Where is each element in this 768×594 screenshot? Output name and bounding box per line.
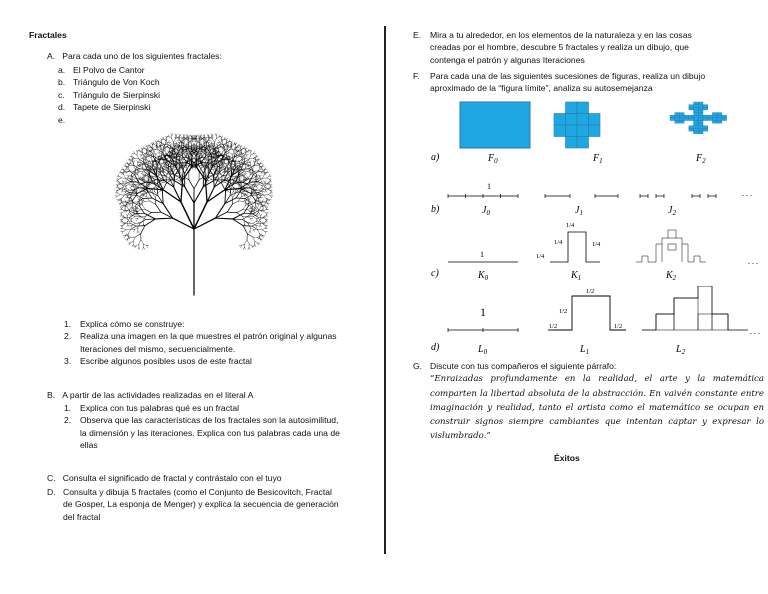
svg-text:1/4: 1/4: [536, 253, 545, 260]
list-item: 1. Explica con tus palabras qué es un fractal: [64, 403, 240, 413]
label-j0: $J_0$: [482, 205, 490, 217]
step-k2: [636, 230, 706, 262]
ellipsis: . . .: [742, 189, 752, 198]
figure-row-c: [430, 218, 760, 284]
quote: “Enraizadas profundamente en la realidad, el arte y la matemática comparten la libertad absoluta de la abstracción. En vaivén constante entre imaginación y realidad, tanto el artista como el matemático se ocupan en construir signos siempre cambiantes que intentan captar y expresar lo vislumbrado.”: [430, 374, 764, 442]
figure-row-b: [430, 178, 760, 222]
column-divider: [384, 26, 386, 554]
label-j1: $J_1$: [575, 205, 583, 217]
svg-text:1/4: 1/4: [592, 241, 601, 248]
ellipsis: . . .: [750, 327, 760, 336]
section-b-tasks: [64, 402, 382, 452]
label-l2: $L_2$: [676, 344, 686, 356]
cross-f2: [670, 102, 727, 134]
svg-text:1/2: 1/2: [586, 288, 595, 295]
section-e: E. Mira a tu alrededor, en los elementos de la naturaleza y en las cosas creadas por el hombre, descubre 5 fractales y realiza un dibujo, que contenga el patrón y algunas Iteraciones: [413, 30, 692, 65]
cross-f1: [554, 102, 600, 148]
label-f1: $F_1$: [593, 153, 603, 165]
label-k1: $K_1$: [571, 270, 582, 282]
right-column: [390, 0, 768, 594]
section-c: C. Consulta el significado de fractal y contrástalo con el tuyo: [47, 473, 282, 483]
label-f2: $F_2$: [696, 153, 706, 165]
label-k2: $K_2$: [666, 270, 677, 282]
row-a-label: a): [431, 152, 440, 163]
list-item: e.: [58, 114, 66, 125]
section-f: F. Para cada una de las siguientes sucesiones de figuras, realiza un dibujo aproximado de la “figura límite”, analiza su autosemejanza: [413, 71, 706, 94]
segment-j1: [545, 194, 618, 198]
svg-text:1/2: 1/2: [614, 323, 623, 330]
segment-label: 1: [487, 182, 491, 191]
label-l1: $L_1$: [580, 344, 590, 356]
list-item: b. Triángulo de Von Koch: [58, 77, 160, 88]
section-a-tasks: [64, 318, 382, 368]
list-item: c. Triángulo de Sierpinski: [58, 89, 161, 100]
step-l2: [642, 286, 748, 330]
section-g-heading: Discute con tus compañeros el siguiente párrafo:: [430, 361, 617, 371]
list-item: 2. Observa que las características de los fractales son la autosimilitud, la dimensión y las iteraciones. Explica con tus palabras cada una de ellas: [64, 415, 340, 451]
closing-text: Éxitos: [554, 453, 580, 463]
label-k0: $K_0$: [478, 270, 489, 282]
svg-text:1/4: 1/4: [554, 239, 563, 246]
section-a-heading: A. Para cada uno de los siguientes fractales:: [47, 51, 222, 61]
list-item: 2. Realiza una imagen en la que muestres el patrón original y algunas Iteraciones del mismo, secuencialmente.: [64, 331, 337, 354]
fractal-list: [58, 64, 160, 126]
section-d: D. Consulta y dibuja 5 fractales (como el Conjunto de Besicovitch, Fractal de Gosper, La esponja de Menger) y explica la secuencia de generación del fractal: [47, 487, 339, 522]
ellipsis: . . .: [748, 257, 758, 266]
svg-text:1/2: 1/2: [559, 308, 568, 315]
label-j2: $J_2$: [668, 205, 676, 217]
label-l0: $L_0$: [478, 344, 488, 356]
section-b-heading: B. A partir de las actividades realizadas en el literal A: [47, 390, 254, 400]
row-c-label: c): [431, 268, 439, 279]
fractal-tree-image: [96, 125, 292, 297]
svg-text:1/2: 1/2: [549, 323, 558, 330]
segment-j2: [640, 194, 716, 198]
section-g: G. Discute con tus compañeros el siguiente párrafo: “Enraizadas profundamente en la realidad, el arte y la matemática comparten la libertad absoluta de la abstracción. En vaivén constante entre imaginación y realidad, tanto el artista como el matemático se ocupan en construir signos siempre cambiantes que intentan captar y expresar lo vislumbrado.”: [413, 360, 765, 443]
figure-row-a: [430, 98, 758, 168]
page-title: Fractales: [29, 30, 67, 40]
list-item: 1. Explica cómo se construye:: [64, 319, 185, 329]
svg-text:1/4: 1/4: [566, 222, 575, 229]
list-item: d. Tapete de Sierpinski: [58, 102, 151, 113]
segment-label: 1: [480, 250, 484, 259]
figure-row-d: [430, 286, 768, 356]
segment-label: 1: [480, 305, 486, 319]
label-f0: $F_0$: [488, 153, 498, 165]
segment-j0: [448, 194, 518, 198]
square-f0: [460, 102, 530, 148]
list-item: a. El Polvo de Cantor: [58, 65, 145, 75]
row-d-label: d): [431, 342, 440, 353]
list-item: 3. Escribe algunos posibles usos de este fractal: [64, 356, 252, 367]
row-b-label: b): [431, 204, 440, 215]
